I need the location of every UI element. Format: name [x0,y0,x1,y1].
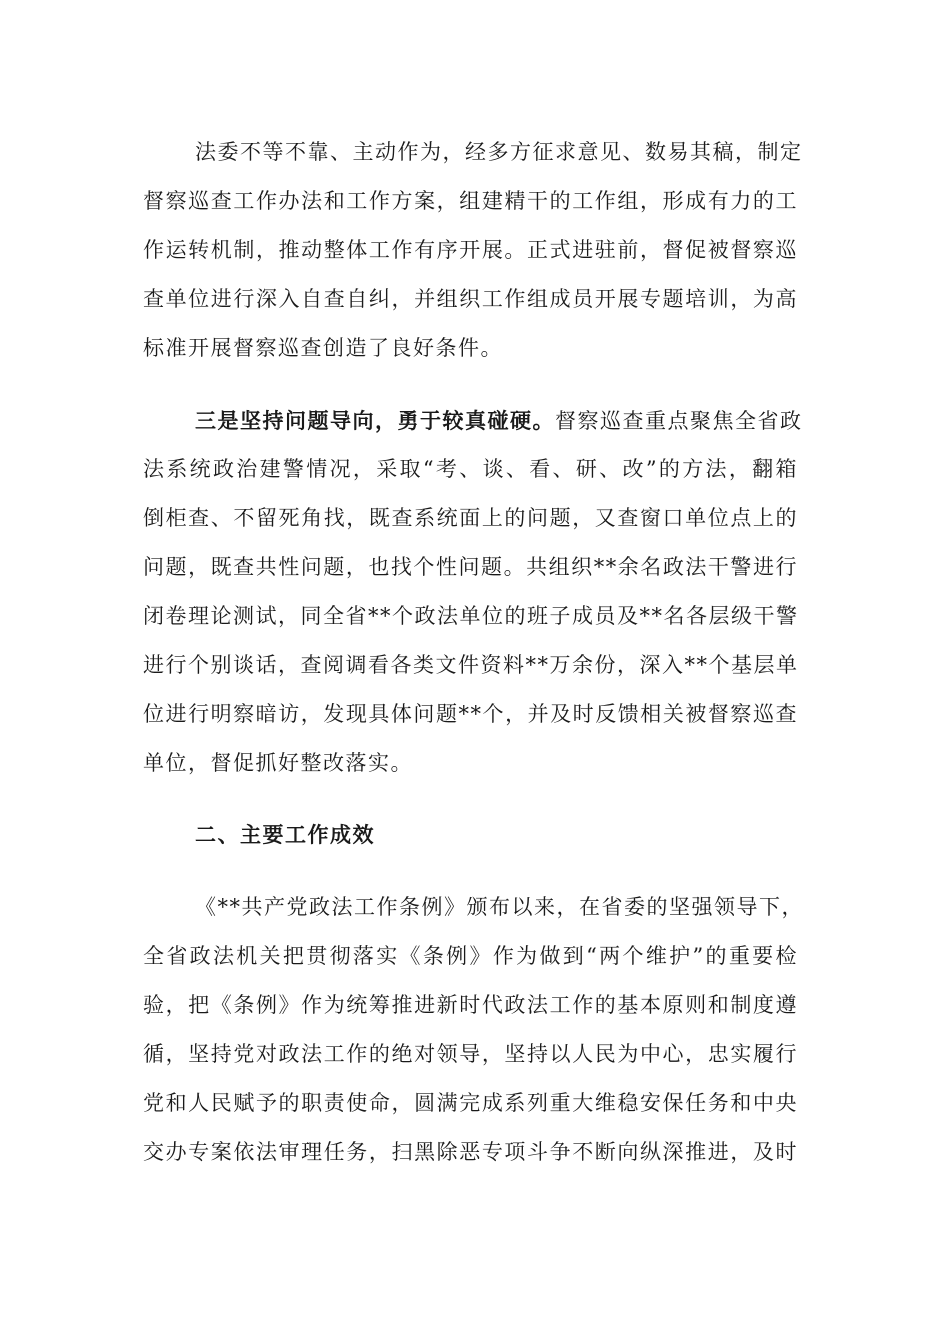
paragraph-1 [143,128,803,373]
paragraph-line: 问题，既查共性问题，也找个性问题。共组织**余名政法干警进行 [143,555,798,579]
paragraph-line: 闭卷理论测试，同全省**个政法单位的班子成员及**名各层级干警 [143,604,799,628]
paragraph-line: 循，坚持党对政法工作的绝对领导，坚持以人民为中心，忠实履行 [143,1042,798,1066]
paragraph-2 [143,396,803,788]
section-heading: 二、主要工作成效 [195,823,375,847]
paragraph-3 [143,883,804,1177]
paragraph-line: 单位，督促抓好整改落实。 [143,751,413,775]
paragraph-line: 全省政法机关把贯彻落实《条例》作为做到“两个维护”的重要检 [143,944,798,968]
paragraph-line: 进行个别谈话，查阅调看各类文件资料**万余份，深入**个基层单 [143,653,799,677]
paragraph-line [143,396,803,445]
paragraph-line: 作运转机制，推动整体工作有序开展。正式进驻前，督促被督察巡 [143,238,798,262]
paragraph-line: 法系统政治建警情况，采取“考、谈、看、研、改”的方法，翻箱 [143,457,798,481]
paragraph-line: 《**共产党政法工作条例》颁布以来，在省委的坚强领导下， [195,895,804,919]
paragraph-line: 验，把《条例》作为统筹推进新时代政法工作的基本原则和制度遵 [143,993,798,1017]
paragraph-line: 倒柜查、不留死角找，既查系统面上的问题，又查窗口单位点上的 [143,506,798,530]
paragraph-line: 交办专案依法审理任务，扫黑除恶专项斗争不断向纵深推进，及时 [143,1140,798,1164]
paragraph-line: 督察巡查工作办法和工作方案，组建精干的工作组，形成有力的工 [143,189,798,213]
document-body [143,128,804,1177]
paragraph-line: 查单位进行深入自查自纠，并组织工作组成员开展专题培训，为高 [143,287,798,311]
paragraph-line-rest: 督察巡查重点聚焦全省政 [555,409,803,433]
paragraph-line: 位进行明察暗访，发现具体问题**个，并及时反馈相关被督察巡查 [143,702,798,726]
paragraph-line: 法委不等不靠、主动作为，经多方征求意见、数易其稿，制定 [195,140,803,164]
paragraph-lead-bold: 三是坚持问题导向，勇于较真碰硬。 [195,408,555,433]
paragraph-line: 标准开展督察巡查创造了良好条件。 [143,336,503,360]
paragraph-line: 党和人民赋予的职责使命，圆满完成系列重大维稳安保任务和中央 [143,1091,798,1115]
